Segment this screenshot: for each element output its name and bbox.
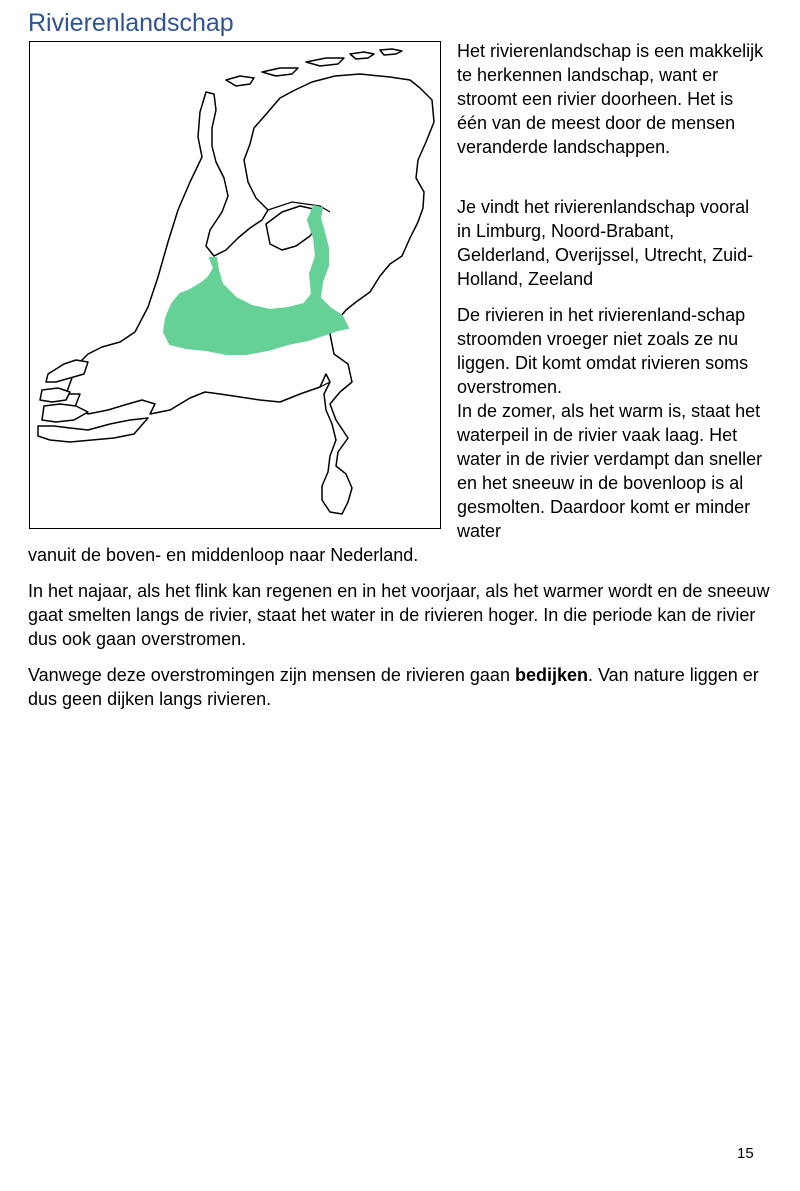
land-outline [38,49,434,514]
dikes-keyword: bedijken [514,665,588,685]
paragraph-autumn-spring: In het najaar, als het flink kan regenen en in het voorjaar, als het warmer wordt en de sneeuw gaat smelten langs de rivier, staat het water in de rivieren hoger. In die periode kan de rivier dus ook gaan overstromen. [28,581,770,649]
rivers-history-text: De rivieren in het rivierenland-schap stroomden vroeger niet zoals ze nu liggen. Dit komt omdat rivieren soms overstromen. [457,305,749,397]
summer-text: In de zomer, als het warm is, staat het waterpeil in de rivier vaak laag. Het water in de rivier verdampt dan sneller en het sneeuw in de bovenloop is al gesmolten. Daardoor komt er minder water [457,401,763,541]
netherlands-map-drawing [30,42,440,528]
island-outline [306,58,344,66]
mainland-outline [66,74,434,514]
island-outline [262,68,298,76]
island-outline [40,388,70,402]
page-title: Rivierenlandschap [28,9,234,37]
dikes-text-end: . Van nature liggen er dus geen dijken langs rivieren. [28,665,759,709]
paragraph-provinces: Je vindt het rivierenlandschap vooral in Limburg, Noord-Brabant, Gelderland, Overijssel, Utrecht, Zuid-Holland, Zeeland [457,197,754,289]
island-outline [350,52,374,59]
paragraph-continuation: vanuit de boven- en middenloop naar Nederland. [28,545,419,565]
island-outline [226,76,254,86]
paragraph-rivers-history [457,303,777,543]
page-number: 15 [737,1145,754,1162]
paragraph-intro: Het rivierenlandschap is een makkelijk te herkennen landschap, want er stroomt een rivier doorheen. Het is één van de meest door de mensen veranderde landschappen. [457,41,764,157]
dikes-text-start: Vanwege deze overstromingen zijn mensen de rivieren gaan [28,665,515,685]
netherlands-map [29,41,441,529]
island-outline [380,49,402,55]
paragraph-dikes [28,663,773,711]
